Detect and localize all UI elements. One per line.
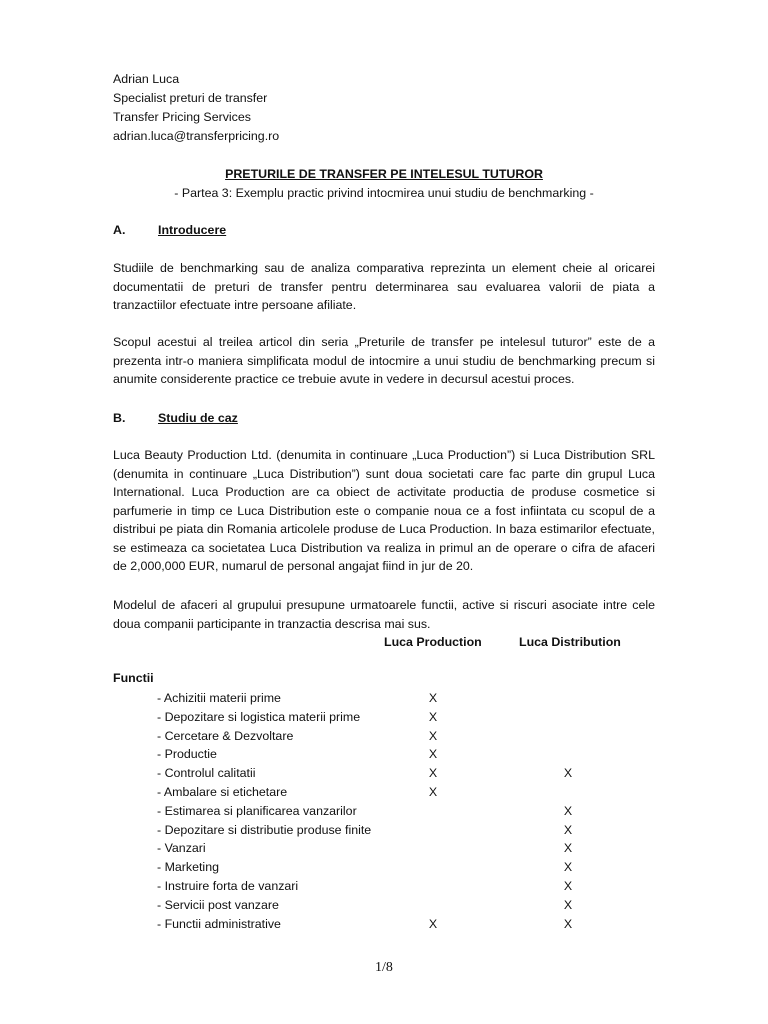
production-mark: X [428, 709, 438, 724]
column-header-distribution: Luca Distribution [519, 635, 621, 649]
table-row [0, 859, 768, 877]
table-row [0, 728, 768, 746]
function-name: - Depozitare si logistica materii prime [157, 709, 361, 724]
distribution-mark: X [563, 803, 573, 818]
document-title: PRETURILE DE TRANSFER PE INTELESUL TUTUROR [225, 167, 543, 181]
distribution-mark: X [563, 766, 573, 781]
function-name: - Instruire forta de vanzari [157, 879, 299, 893]
intro-paragraph-2: Scopul acestui al treilea articol din seria „Preturile de transfer pe intelesul tuturor” este de a prezenta intr-o maniera simplificata modul de intocmire a unui studiu de benchmarking precum si anumite considerente practice ce trebuie avute in vedere in decursul acestui proces. [113, 335, 655, 386]
intro-paragraph-1: Studiile de benchmarking sau de analiza comparativa reprezinta un element cheie al oricarei documentatii de preturi de transfer pentru determinarea sau evaluarea valorii de piata a tranzactiilor efectuate intre persoane afiliate. [113, 261, 655, 312]
section-b-number: B. [113, 411, 126, 425]
distribution-mark: X [563, 916, 573, 931]
page-number: 1/8 [375, 960, 393, 975]
section-a-number: A. [113, 223, 126, 237]
function-name: - Functii administrative [157, 916, 281, 931]
production-mark: X [428, 916, 438, 931]
function-name: - Controlul calitatii [157, 766, 256, 781]
table-row [0, 897, 768, 915]
production-mark: X [428, 728, 438, 743]
function-name: - Marketing [157, 860, 219, 875]
table-row [0, 803, 768, 821]
case-paragraph-2: Modelul de afaceri al grupului presupune urmatoarele functii, active si riscuri asociate intre cele doua companii participante in tranzactia descrisa mai sus. [113, 598, 655, 631]
function-name: - Achizitii materii prime [157, 691, 281, 705]
table-row [0, 878, 768, 896]
document-subtitle: - Partea 3: Exemplu practic privind intocmirea unui studiu de benchmarking - [174, 186, 594, 200]
distribution-mark: X [563, 841, 573, 856]
function-name: - Cercetare & Dezvoltare [157, 728, 294, 743]
table-row [0, 709, 768, 727]
distribution-mark: X [563, 822, 573, 837]
table-row [0, 746, 768, 764]
function-name: - Ambalare si etichetare [157, 785, 288, 799]
function-name: - Estimarea si planificarea vanzarilor [157, 803, 357, 818]
author-company: Transfer Pricing Services [113, 110, 251, 124]
section-a-title: Introducere [158, 223, 227, 237]
function-name: - Productie [157, 747, 217, 762]
table-row [0, 916, 768, 934]
production-mark: X [428, 766, 438, 781]
table-row [0, 765, 768, 783]
table-row [0, 840, 768, 858]
function-name: - Depozitare si distributie produse finite [157, 822, 372, 837]
production-mark: X [428, 785, 438, 799]
production-mark: X [428, 691, 438, 705]
case-paragraph-1: Luca Beauty Production Ltd. (denumita in continuare „Luca Production”) si Luca Distribution SRL (denumita in continuare „Luca Distribution”) sunt doua societati care fac parte din grupul Luca International. Luca Production are ca obiect de activitate productia de produse cosmetice si parfumerie in timp ce Luca Distribution este o companie noua ce a fost infiintata cu scopul de a distribui pe piata din Romania articolele produse de Luca Production. In baza estimarilor efectuate, se estimeaza ca societatea Luca Distribution va realiza in primul an de operare o cifra de afaceri de 2,000,000 EUR, numarul de personal angajat fiind in jur de 20. [113, 448, 655, 573]
distribution-mark: X [563, 860, 573, 875]
table-row [0, 822, 768, 840]
distribution-mark: X [563, 879, 573, 893]
column-header-production: Luca Production [384, 635, 482, 649]
functions-heading: Functii [113, 671, 154, 685]
production-mark: X [428, 747, 438, 762]
author-name: Adrian Luca [113, 72, 180, 86]
author-position: Specialist preturi de transfer [113, 91, 268, 105]
table-row [0, 690, 768, 708]
function-name: - Servicii post vanzare [157, 897, 279, 912]
section-b-title: Studiu de caz [158, 411, 238, 425]
function-name: - Vanzari [157, 841, 206, 856]
table-row [0, 784, 768, 802]
author-email: adrian.luca@transferpricing.ro [113, 129, 280, 143]
distribution-mark: X [563, 897, 573, 912]
